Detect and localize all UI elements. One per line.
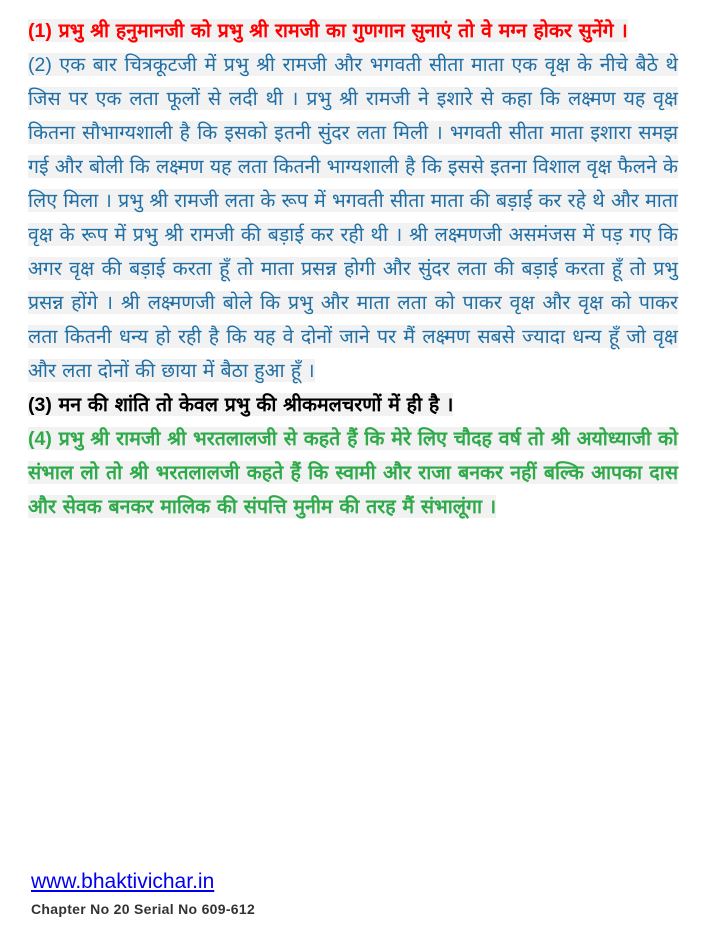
paragraph-3: [28, 388, 678, 422]
paragraph-1-number: (1): [28, 20, 52, 42]
chapter-serial-label: Chapter No 20 Serial No 609-612: [31, 901, 256, 917]
website-link[interactable]: www.bhaktivichar.in: [31, 870, 215, 893]
paragraph-2-number: (2): [28, 54, 52, 76]
document-body: [28, 14, 678, 524]
paragraph-4-text: प्रभु श्री रामजी श्री भरतलालजी से कहते हैं कि मेरे लिए चौदह वर्ष तो श्री अयोध्याजी को संभाल लो तो श्री भरतलालजी कहते हैं कि स्वामी और राजा बनकर नहीं बल्कि आपका दास और सेवक बनकर मालिक की संपत्ति मुनीम की तरह मैं संभालूंगा ।: [28, 427, 678, 518]
paragraph-3-number: (3): [28, 394, 52, 416]
paragraph-2: [28, 48, 678, 388]
paragraph-2-text: एक बार चित्रकूटजी में प्रभु श्री रामजी और भगवती सीता माता एक वृक्ष के नीचे बैठे थे जिस पर एक लता फूलों से लदी थी । प्रभु श्री रामजी ने इशारे से कहा कि लक्ष्मण यह वृक्ष कितना सौभाग्यशाली है कि इसको इतनी सुंदर लता मिली । भगवती सीता माता इशारा समझ गई और बोली कि लक्ष्मण यह लता कितनी भाग्यशाली है कि इससे इतना विशाल वृक्ष फैलने के लिए मिला । प्रभु श्री रामजी लता के रूप में भगवती सीता माता की बड़ाई कर रहे थे और माता वृक्ष के रूप में प्रभु श्री रामजी की बड़ाई कर रही थी । श्री लक्ष्मणजी असमंजस में पड़ गए कि अगर वृक्ष की बड़ाई करता हूँ तो माता प्रसन्न होगी और सुंदर लता की बड़ाई करता हूँ तो प्रभु प्रसन्न होंगे । श्री लक्ष्मणजी बोले कि प्रभु और माता लता को पाकर वृक्ष और वृक्ष को पाकर लता कितनी धन्य हो रही है कि यह वे दोनों जाने पर मैं लक्ष्मण सबसे ज्यादा धन्य हूँ जो वृक्ष और लता दोनों की छाया में बैठा हुआ हूँ ।: [28, 53, 678, 382]
paragraph-3-text: मन की शांति तो केवल प्रभु की श्रीकमलचरणों में ही है ।: [58, 393, 454, 416]
paragraph-1: [28, 14, 678, 48]
paragraph-4: [28, 422, 678, 524]
paragraph-1-text: प्रभु श्री हनुमानजी को प्रभु श्री रामजी का गुणगान सुनाएं तो वे मग्न होकर सुनेंगे ।: [58, 19, 628, 42]
footer: [31, 870, 671, 917]
paragraph-4-number: (4): [28, 428, 52, 450]
